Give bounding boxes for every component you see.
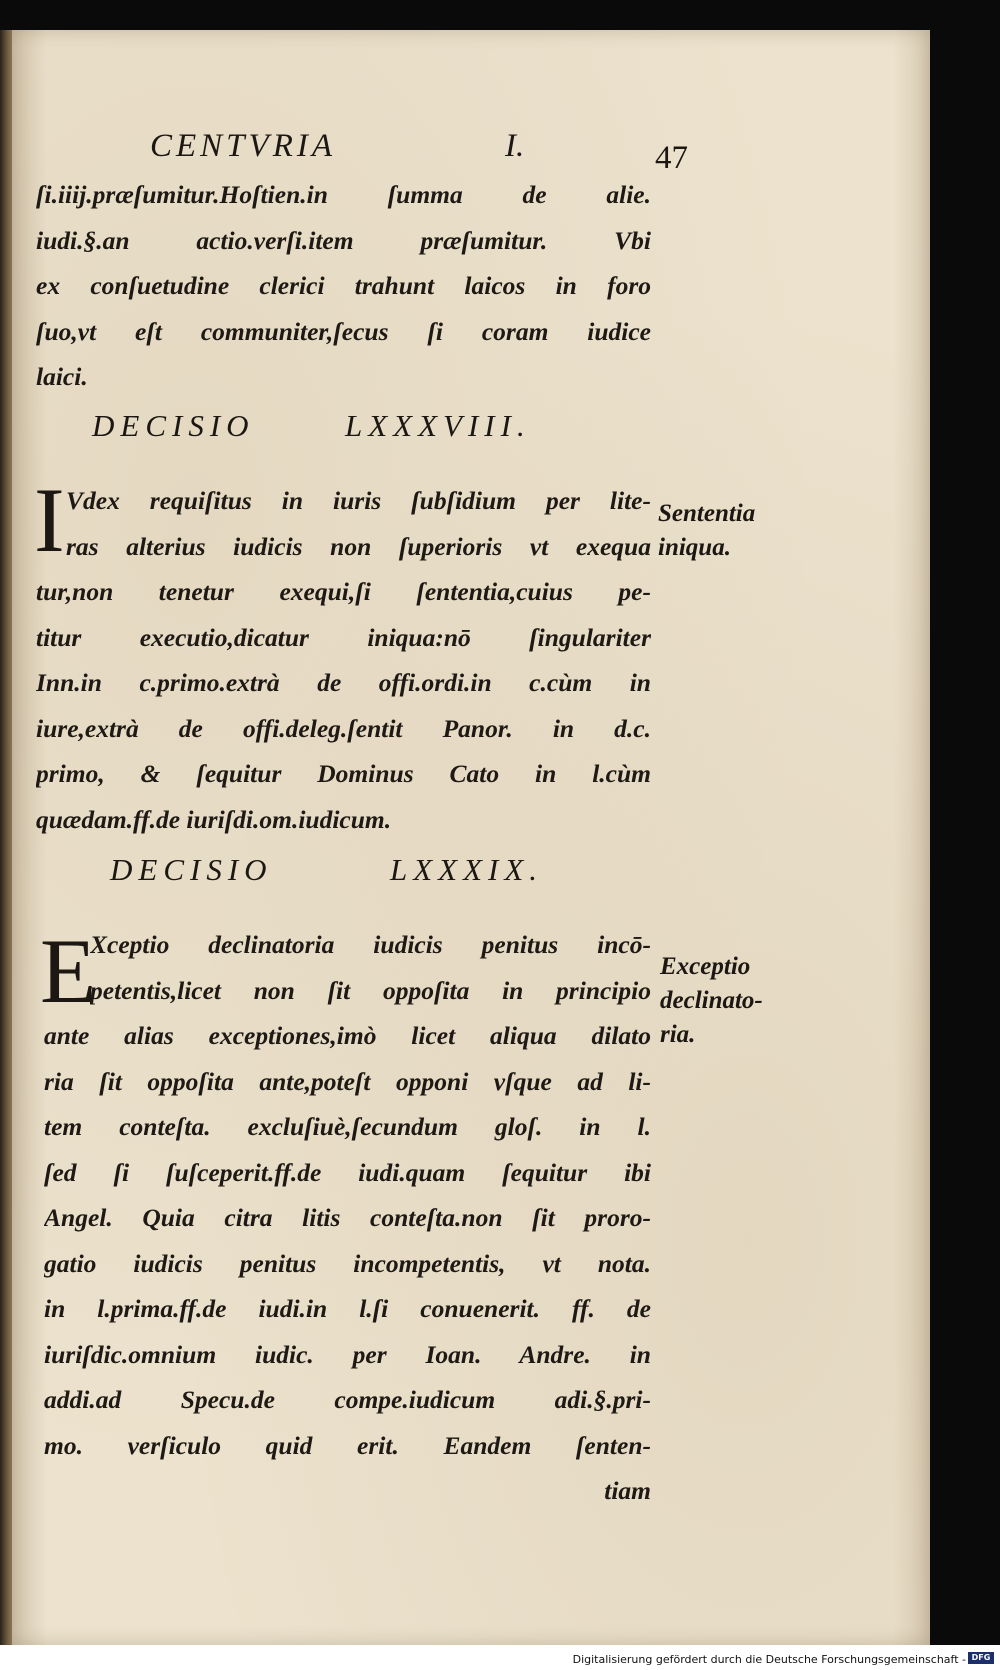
text-line: laici.	[36, 362, 88, 391]
digitization-credit: Digitalisierung gefördert durch die Deutsche Forschungsgemeinschaft -	[572, 1653, 966, 1666]
dfg-logo-icon: DFG	[968, 1652, 994, 1664]
margin-note-line: Sententia	[658, 500, 756, 527]
text-line: ſed ſi ſuſceperit.ff.de iudi.quam ſequitur ibi	[44, 1157, 651, 1187]
margin-note-line: Exceptio	[660, 953, 751, 980]
decisio-89-dropcap: E	[40, 920, 97, 1022]
page-number: 47	[655, 140, 688, 176]
text-line: primo, & ſequitur Dominus Cato in l.cùm	[36, 759, 651, 788]
catchword: tiam	[604, 1476, 651, 1505]
text-line: ſi.iiij.præſumitur.Hoſtien.in ſumma de alie.	[36, 180, 651, 209]
decisio-88-dropcap: I	[34, 469, 65, 571]
text-line: ex conſuetudine clerici trahunt laicos in foro	[36, 271, 651, 300]
text-line: iudi.§.an actio.verſi.item præſumitur. Vbi	[36, 225, 651, 255]
text-line: ante alias exceptiones,imò licet aliqua dilato	[44, 1021, 651, 1050]
running-head-number: I.	[505, 128, 525, 164]
text-line: Angel. Quia citra litis conteſta.non ſit proro-	[44, 1203, 651, 1232]
text-line: ria ſit oppoſita ante,poteſt opponi vſque ad li-	[44, 1066, 651, 1096]
decisio-89-heading-word: DECISIO	[110, 852, 273, 887]
text-line: gatio iudicis penitus incompetentis, vt nota.	[44, 1248, 651, 1278]
text-line: iuriſdic.omnium iudic. per Ioan. Andre. in	[44, 1339, 651, 1369]
decisio-88-text-block	[36, 478, 651, 842]
text-line: petentis,licet non ſit oppoſita in principio	[90, 975, 651, 1005]
decisio-88-heading-word: DECISIO	[92, 408, 255, 443]
margin-note-line: declinato-	[660, 987, 763, 1014]
binding-edge	[0, 30, 12, 1645]
text-line: ras alterius iudicis non ſuperioris vt exequa	[66, 531, 651, 561]
text-line: Vdex requiſitus in iuris ſubſidium per lite-	[66, 486, 651, 515]
margin-note-line: ria.	[660, 1021, 696, 1048]
decisio-88-margin-note	[658, 497, 808, 565]
text-line: tem conteſta. excluſiuè,ſecundum gloſ. in l.	[44, 1112, 651, 1141]
decisio-89-heading-number: LXXXIX.	[390, 852, 544, 887]
text-line: addi.ad Specu.de compe.iudicum adi.§.pri-	[44, 1385, 651, 1414]
text-line: Xceptio declinatoria iudicis penitus incō-	[90, 930, 651, 959]
text-line: iure,extrà de offi.deleg.ſentit Panor. in d.c.	[36, 713, 651, 743]
text-line: titur executio,dicatur iniqua:nō ſingulariter	[36, 622, 651, 652]
text-line: tur,non tenetur exequi,ſi ſententia,cuius pe-	[36, 577, 651, 606]
text-line: quædam.ff.de iuriſdi.om.iudicum.	[36, 804, 392, 834]
text-line: Inn.in c.primo.extrà de offi.ordi.in c.cùm in	[36, 668, 651, 697]
decisio-89-margin-note	[660, 950, 810, 1052]
text-line: in l.prima.ff.de iudi.in l.ſi conuenerit. ff. de	[44, 1294, 651, 1323]
margin-note-line: iniqua.	[658, 534, 731, 561]
text-line: mo. verſiculo quid erit. Eandem ſenten-	[44, 1430, 651, 1460]
text-line: ſuo,vt eſt communiter,ſecus ſi coram iudice	[36, 316, 651, 346]
decisio-88-heading-number: LXXXVIII.	[345, 408, 531, 443]
decisio-89-text-block	[44, 922, 651, 1514]
running-head-title: CENTVRIA	[150, 128, 336, 164]
opening-text-block	[36, 172, 651, 400]
